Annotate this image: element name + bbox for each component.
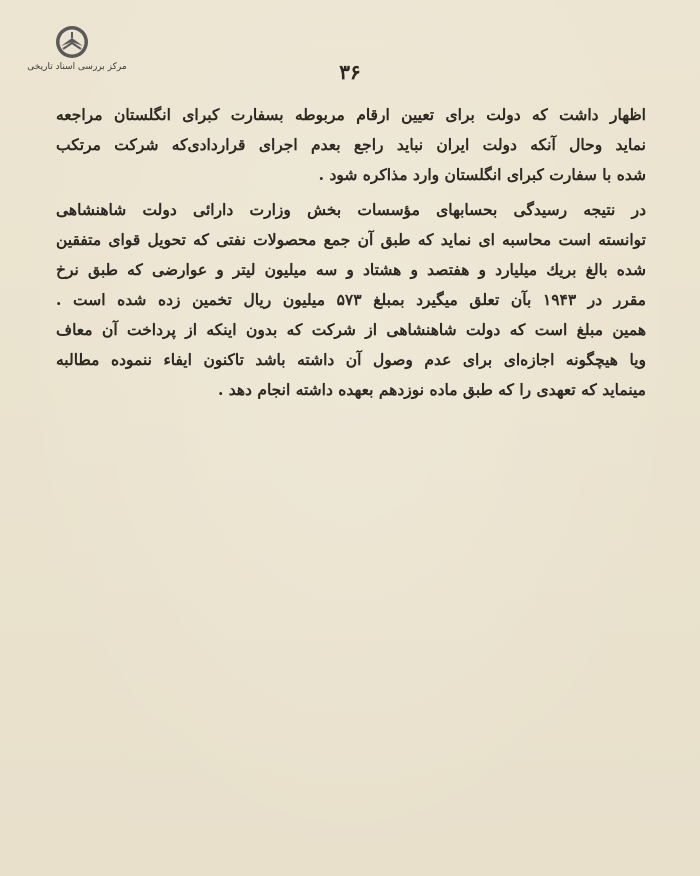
text-line: در نتیجه رسیدگی بحسابهای مؤسسات بخش وزارت دارائی دولت شاهنشاهی: [56, 200, 646, 219]
text-line: توانسته است محاسبه ای نماید که طبق آن جمع محصولات نفتی که تحویل قوای متفقین: [56, 230, 646, 249]
logo-caption: مرکز بررسی اسناد تاریخی: [27, 62, 127, 72]
text-line: مینماید که تعهدی را که طبق ماده نوزدهم بعهده داشته انجام دهد .: [217, 380, 646, 399]
text-line: نماید وحال آنکه دولت ایران نباید راجع بعدم اجرای قراردادی‌که شرکت مرتکب: [56, 135, 646, 154]
text-line: اظهار داشت که دولت برای تعیین ارقام مربوطه بسفارت کبرای انگلستان مراجعه: [56, 105, 646, 124]
text-line: مقرر در ۱۹۴۳ بآن تعلق میگیرد بمبلغ ۵۷۳ میلیون ریال تخمین زده شده است .: [56, 290, 646, 309]
text-line: شده بالغ بریك میلیارد و هفتصد و هشتاد و سه میلیون لیتر و عوارضی که طبق نرخ: [56, 260, 646, 279]
paragraph-2: [56, 195, 646, 405]
page-number: ۳۶: [339, 60, 361, 84]
paragraph-1: [56, 100, 646, 190]
archive-logo: [22, 24, 132, 80]
body-text: [56, 100, 646, 405]
book-emblem-icon: [52, 24, 92, 60]
text-line: شده با سفارت کبرای انگلستان وارد مذاکره شود .: [318, 165, 646, 184]
text-line: ویا هیچگونه اجازه‌ای برای عدم وصول آن داشته باشد تاکنون ایفاء ننموده مطالبه: [56, 350, 646, 369]
text-line: همین مبلغ است که دولت شاهنشاهی از شرکت که بدون اینکه از پرداخت آن معاف: [56, 320, 646, 339]
